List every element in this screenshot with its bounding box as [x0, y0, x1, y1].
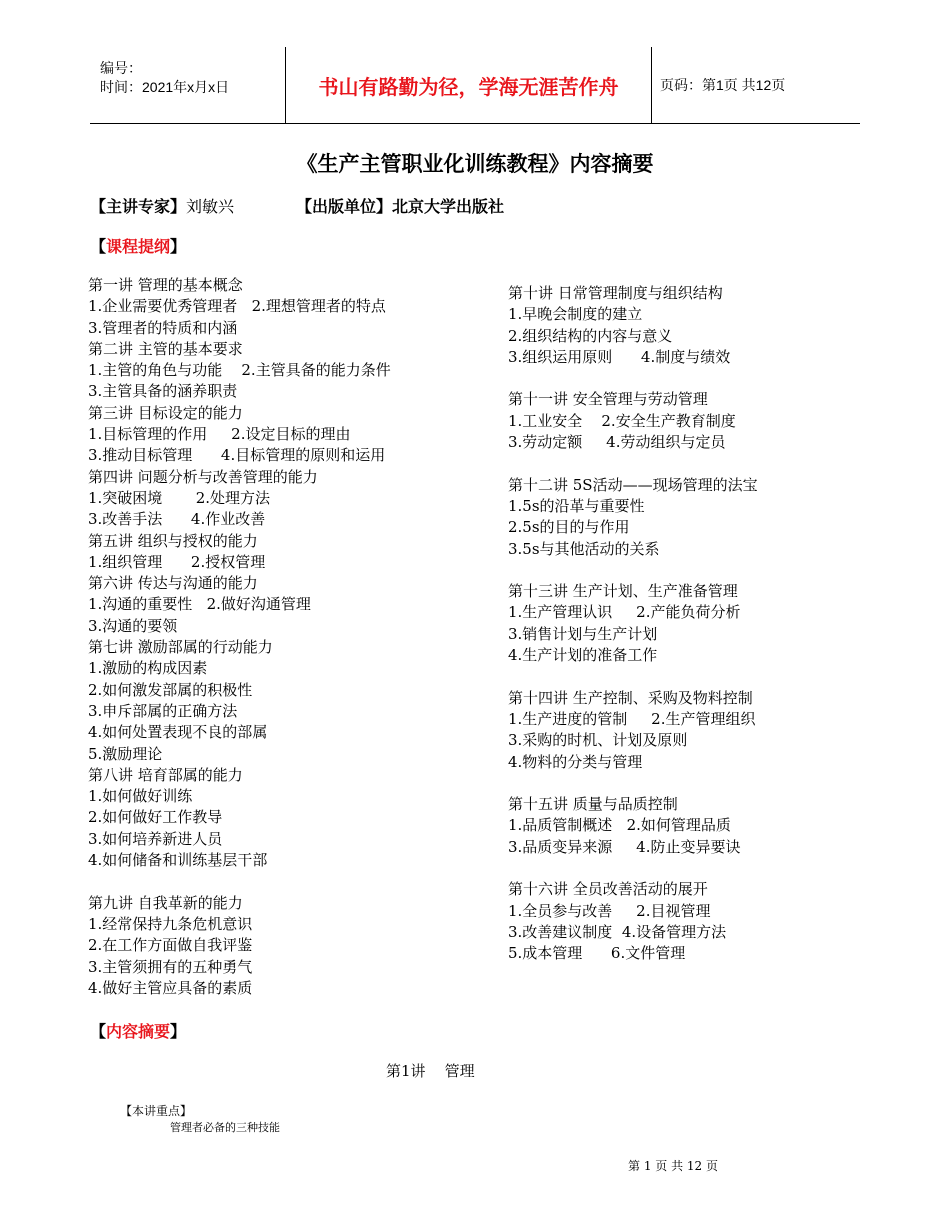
outline-line: 第十五讲 质量与品质控制 [508, 795, 678, 814]
outline-line: 2.如何激发部属的积极性 [88, 680, 253, 699]
outline-line: 第八讲 培育部属的能力 [88, 765, 243, 784]
outline-line: 第七讲 激励部属的行动能力 [88, 638, 273, 657]
outline-line: 1.品质管制概述 2.如何管理品质 [508, 816, 731, 835]
outline-line: 3.主管须拥有的五种勇气 [88, 957, 253, 976]
outline-line: 1.工业安全 2.安全生产教育制度 [508, 411, 736, 430]
outline-line: 3.如何培养新进人员 [88, 829, 223, 848]
outline-line: 第十一讲 安全管理与劳动管理 [508, 390, 708, 409]
outline-line: 3.销售计划与生产计划 [508, 624, 658, 643]
outline-label: 课程提纲 [106, 237, 171, 256]
outline-line: 4.生产计划的准备工作 [508, 646, 658, 665]
outline-line: 3.推动目标管理 4.目标管理的原则和运用 [88, 446, 386, 465]
lecture-heading: 第1讲 管理 [386, 1062, 475, 1080]
outline-line: 1.组织管理 2.授权管理 [88, 552, 266, 571]
outline-line: 3.劳动定额 4.劳动组织与定员 [508, 433, 726, 452]
summary-bracket-close: 】 [170, 1022, 187, 1041]
outline-line: 4.做好主管应具备的素质 [88, 978, 253, 997]
outline-line: 3.管理者的特质和内涵 [88, 318, 238, 337]
outline-line: 1.激励的构成因素 [88, 659, 208, 678]
publisher-label: 【出版单位】 [296, 197, 393, 216]
outline-line [508, 773, 758, 794]
outline-line: 4.物料的分类与管理 [508, 752, 643, 771]
outline-line: 1.沟通的重要性 2.做好沟通管理 [88, 595, 311, 614]
outline-line: 1.全员参与改善 2.目视管理 [508, 901, 711, 920]
outline-line: 1.生产进度的管制 2.生产管理组织 [508, 709, 756, 728]
outline-line: 5.激励理论 [88, 744, 163, 763]
outline-line: 1.5s的沿革与重要性 [508, 496, 645, 515]
outline-line [508, 560, 758, 581]
outline-bracket-open: 【 [90, 237, 107, 256]
outline-line: 第四讲 问题分析与改善管理的能力 [88, 467, 318, 486]
outline-bracket-close: 】 [170, 237, 187, 256]
publisher-name: 北京大学出版社 [392, 197, 505, 216]
outline-line: 3.品质变异来源 4.防止变异要诀 [508, 837, 741, 856]
outline-line: 3.改善手法 4.作业改善 [88, 510, 266, 529]
outline-line: 第十六讲 全员改善活动的展开 [508, 880, 708, 899]
outline-line: 1.企业需要优秀管理者 2.理想管理者的特点 [88, 297, 386, 316]
summary-label: 内容摘要 [106, 1022, 171, 1041]
outline-heading [90, 234, 186, 257]
outline-line: 3.改善建议制度 4.设备管理方法 [508, 922, 727, 941]
summary-heading [90, 1019, 186, 1042]
outline-line [508, 453, 758, 474]
outline-line: 3.主管具备的涵养职责 [88, 382, 238, 401]
outline-line: 1.经常保持九条危机意识 [88, 914, 253, 933]
page-footer: 第 1 页 共 12 页 [628, 1159, 718, 1173]
expert-name: 刘敏兴 [186, 197, 235, 216]
outline-line: 1.早晚会制度的建立 [508, 305, 643, 324]
header-page-info: 页码：第1页 共12页 [660, 77, 786, 93]
summary-bracket-open: 【 [90, 1022, 107, 1041]
outline-line: 第五讲 组织与授权的能力 [88, 531, 258, 550]
outline-line: 2.在工作方面做自我评鉴 [88, 936, 253, 955]
outline-line [88, 871, 391, 892]
outline-line [508, 858, 758, 879]
outline-line: 第二讲 主管的基本要求 [88, 339, 243, 358]
outline-line: 3.申斥部属的正确方法 [88, 701, 238, 720]
outline-line: 第六讲 传达与沟通的能力 [88, 574, 258, 593]
outline-line: 2.5s的目的与作用 [508, 518, 630, 537]
outline-line: 1.突破困境 2.处理方法 [88, 488, 271, 507]
outline-line: 1.如何做好训练 [88, 787, 193, 806]
time-label: 时间：2021年x月x日 [100, 79, 230, 95]
outline-line: 第十三讲 生产计划、生产准备管理 [508, 582, 738, 601]
outline-line: 2.如何做好工作教导 [88, 808, 223, 827]
outline-line: 3.沟通的要领 [88, 616, 178, 635]
outline-line: 第三讲 目标设定的能力 [88, 403, 243, 422]
outline-line: 1.生产管理认识 2.产能负荷分析 [508, 603, 741, 622]
expert-label: 【主讲专家】 [90, 197, 187, 216]
outline-line [508, 368, 758, 389]
outline-line: 第十四讲 生产控制、采购及物料控制 [508, 688, 753, 707]
outline-left-column [88, 275, 391, 999]
publisher-line [296, 194, 504, 217]
key-points-label: 【本讲重点】 [120, 1104, 193, 1118]
number-label: 编号： [100, 60, 142, 76]
outline-line: 1.主管的角色与功能 2.主管具备的能力条件 [88, 361, 391, 380]
outline-line: 4.如何处置表现不良的部属 [88, 723, 268, 742]
outline-line: 4.如何储备和训练基层干部 [88, 851, 268, 870]
outline-line: 第十二讲 5S活动——现场管理的法宝 [508, 475, 758, 494]
outline-line [508, 666, 758, 687]
outline-line: 3.组织运用原则 4.制度与绩效 [508, 347, 731, 366]
outline-right-column [508, 283, 758, 965]
outline-line: 第十讲 日常管理制度与组织结构 [508, 284, 723, 302]
outline-line: 3.采购的时机、计划及原则 [508, 731, 688, 750]
outline-line: 3.5s与其他活动的关系 [508, 539, 660, 558]
motto: 书山有路勤为径，学海无涯苦作舟 [285, 47, 652, 123]
key-points-text: 管理者必备的三种技能 [170, 1121, 280, 1134]
document-title: 《生产主管职业化训练教程》内容摘要 [296, 152, 654, 176]
expert-line [90, 194, 234, 217]
outline-line: 1.目标管理的作用 2.设定目标的理由 [88, 425, 351, 444]
outline-line: 第九讲 自我革新的能力 [88, 893, 243, 912]
outline-line: 2.组织结构的内容与意义 [508, 326, 673, 345]
page-header [90, 47, 860, 124]
header-left-cell [90, 47, 285, 123]
outline-line: 第一讲 管理的基本概念 [88, 276, 243, 294]
outline-line: 5.成本管理 6.文件管理 [508, 944, 686, 963]
